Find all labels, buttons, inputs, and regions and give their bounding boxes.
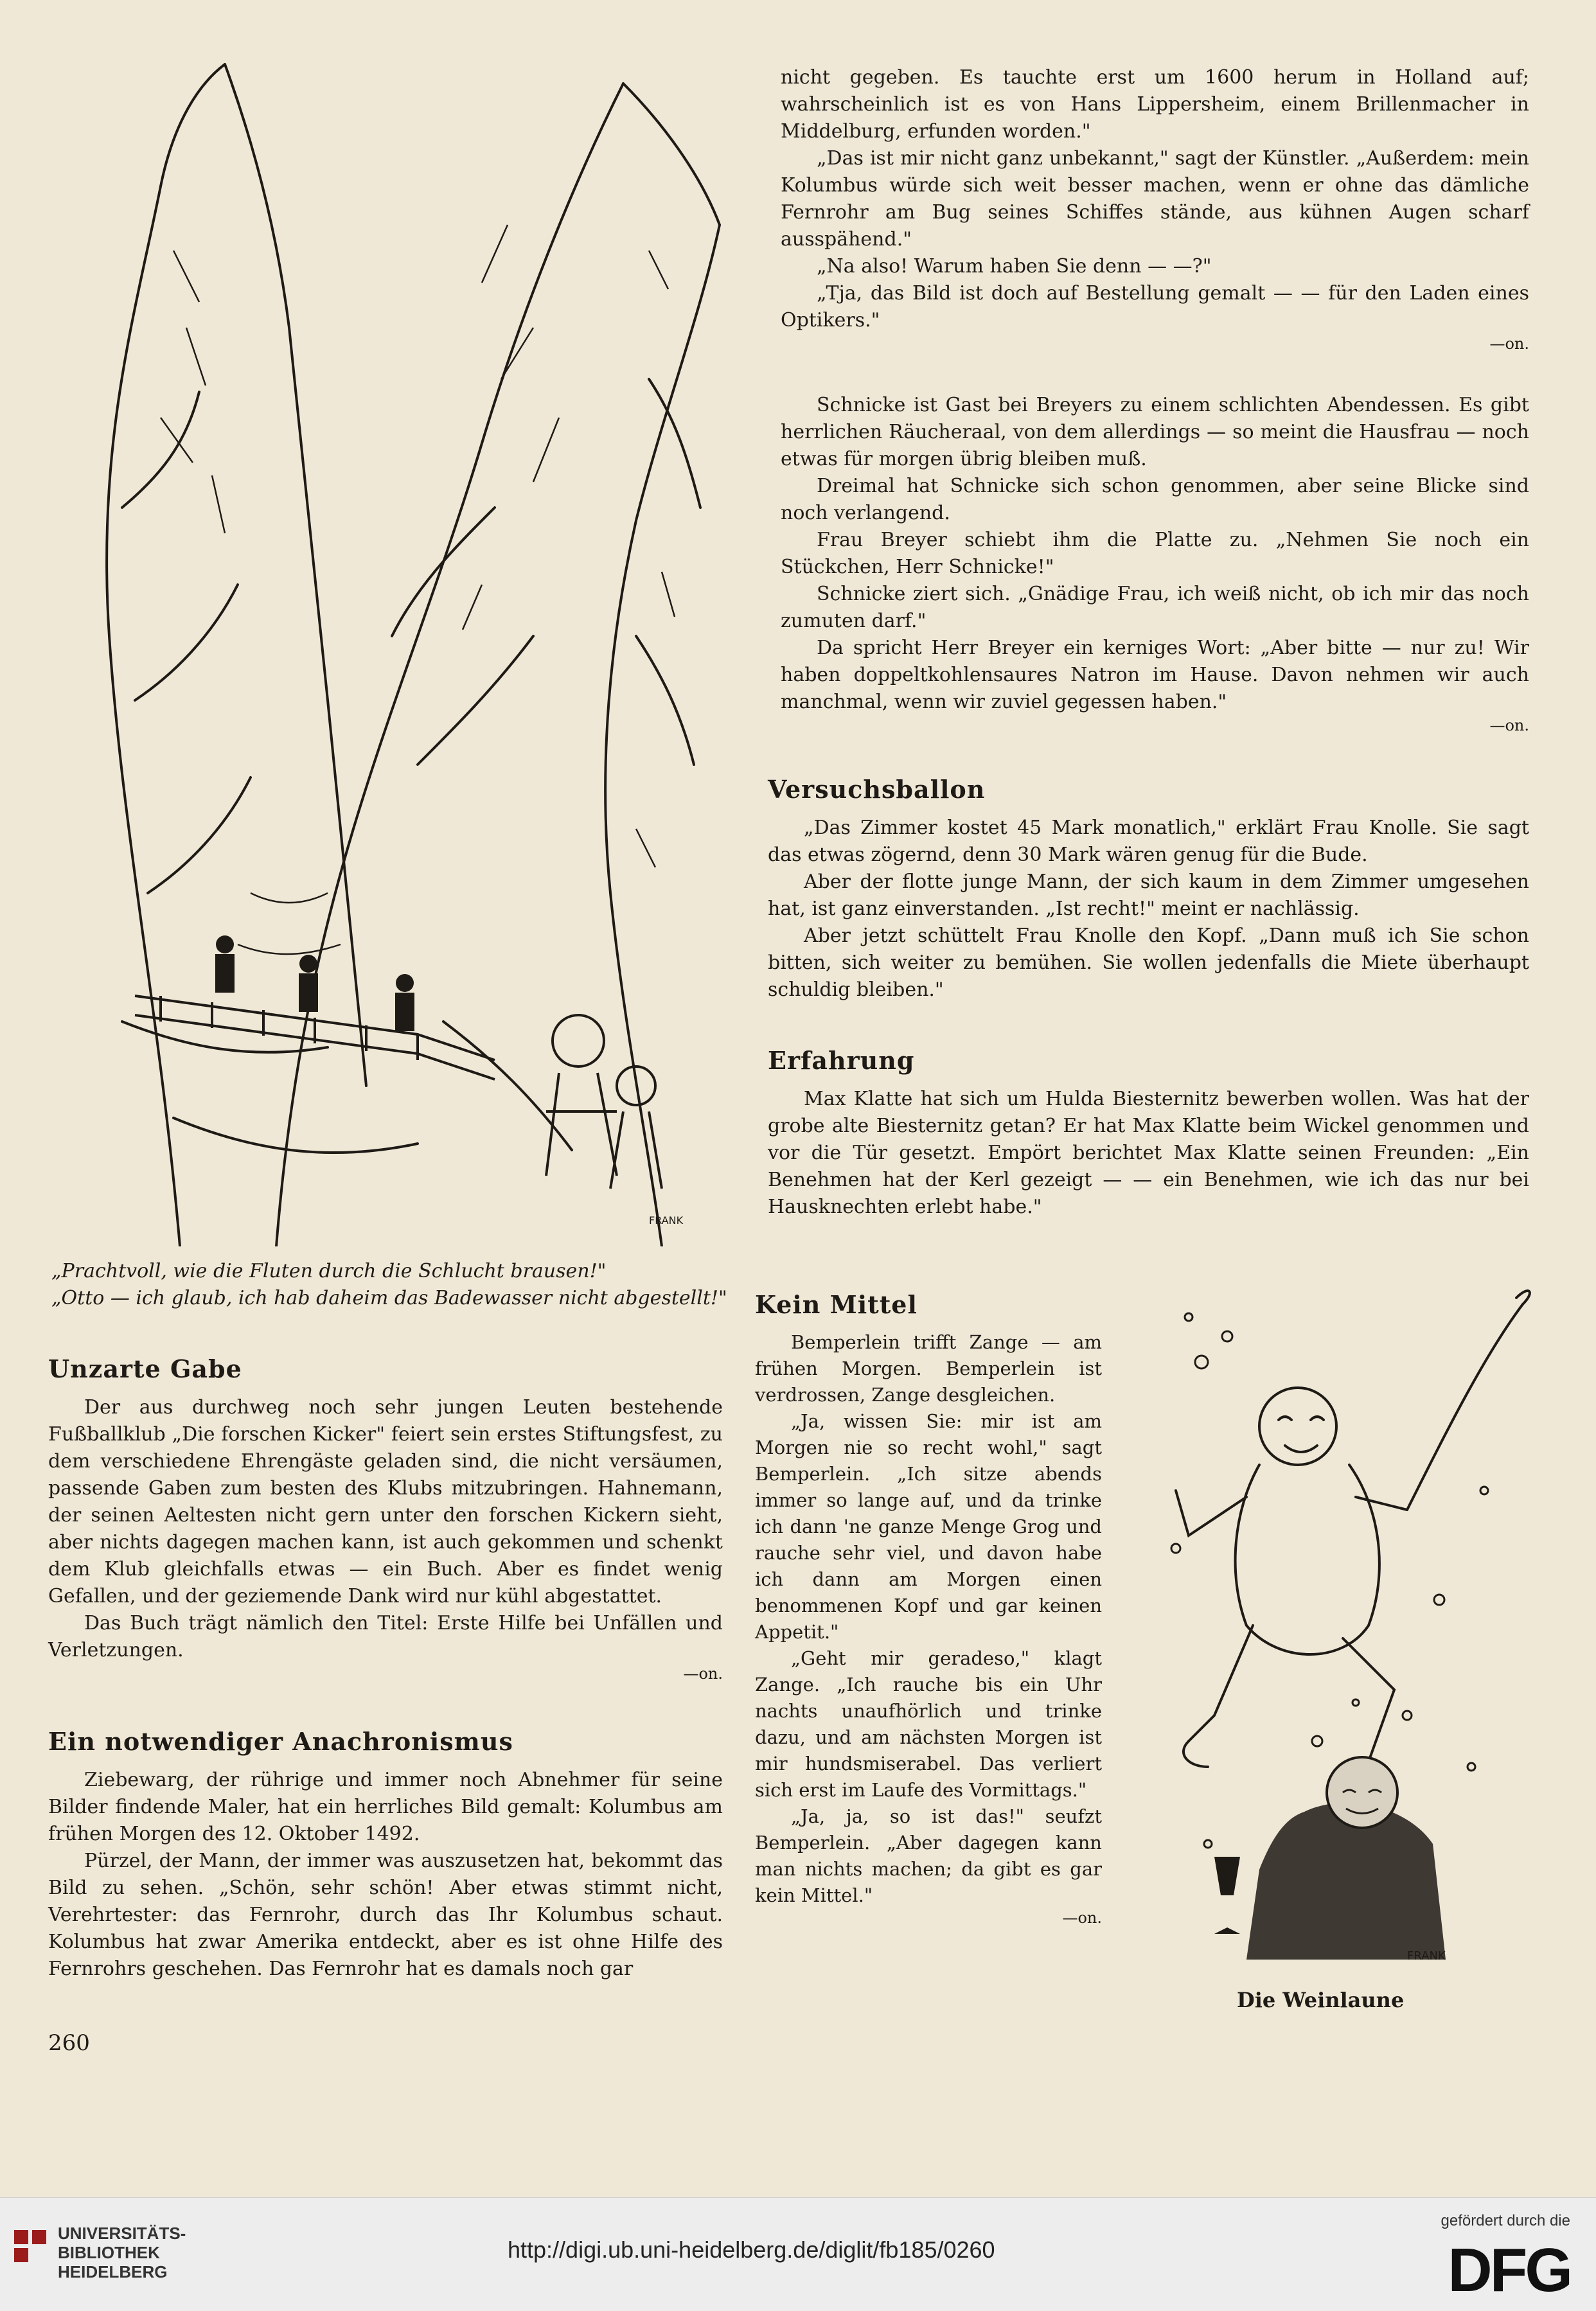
paragraph: Der aus durchweg noch sehr jungen Leuten bestehende Fußballklub „Die forschen Kicker" feiert sein erstes Stiftungsfest, zu dem verschiedene Ehrengäste geladen sind, die nicht versäumen, passende Gaben zum besten des Klubs mitzubringen. Hahnemann, der seinen Aeltesten nicht gern unter den forschen Kickern sieht, aber nichts dagegen machen kann, ist auch gekommen und schenkt dem Klub gleichfalls etwas — ein Buch. Aber es findet wenig Gefallen, und der geziemende Dank wird nur kühl abgestattet. (48, 1396, 723, 1607)
paragraph: Ziebewarg, der rührige und immer noch Abnehmer für seine Bilder findende Maler, hat ein herrliches Bild gemalt: Kolumbus am frühen Morgen des 12. Oktober 1492. (48, 1769, 723, 1845)
versuchsballon-story (768, 776, 1529, 1004)
paragraph: „Ja, wissen Sie: mir ist am Morgen nie so recht wohl," sagt Bemperlein. „Ich sitze abends immer so lange auf, und da trinke ich dann 'ne ganze Menge Grog und rauche sehr viel, und davon habe ich dann am Morgen einen benommenen Kopf und gar keinen Appetit." (755, 1410, 1102, 1643)
anachronismus-story (48, 1728, 723, 1983)
weinlaune-caption: Die Weinlaune (1237, 1988, 1405, 2012)
paragraph: Schnicke ziert sich. „Gnädige Frau, ich weiß nicht, ob ich mir das noch zumuten darf." (781, 583, 1529, 632)
gorge-caption-line2: „Otto — ich glaub, ich hab daheim das Badewasser nicht abgestellt!" (51, 1287, 727, 1309)
source-url-link[interactable]: http://digi.ub.uni-heidelberg.de/diglit/fb185/0260 (508, 2236, 995, 2263)
paragraph: „Das Zimmer kostet 45 Mark monatlich," erklärt Frau Knolle. Sie sagt das etwas zögernd, denn 30 Mark wären genug für die Bude. (768, 817, 1529, 866)
paragraph: Max Klatte hat sich um Hulda Biesternitz bewerben wollen. Was hat der grobe alte Biesternitz getan? Er hat Max Klatte beim Wickel genommen und vor die Tür gesetzt. Empört berichtet Max Klatte seinen Freunden: „Ein Benehmen hat der Kerl gezeigt — — ein Benehmen, wie ich das nur bei Hausknechten erlebt habe." (768, 1088, 1529, 1218)
paragraph: Schnicke ist Gast bei Breyers zu einem schlichten Abendessen. Es gibt herrlichen Räucheraal, von dem allerdings — so meint die Hausfrau — noch etwas für morgen übrig bleiben muß. (781, 394, 1529, 470)
paragraph: „Das ist mir nicht ganz unbekannt," sagt der Künstler. „Außerdem: mein Kolumbus würde sich weit besser machen, wenn er ohne das dämliche Fernrohr am Bug seines Schiffes stände, aus kühnen Augen scharf ausspähend." (781, 147, 1529, 251)
paragraph: nicht gegeben. Es tauchte erst um 1600 herum in Holland auf; wahrscheinlich ist es von Hans Lippersheim, einem Brillenmacher in Middelburg, erfunden worden." (781, 66, 1529, 143)
page-number: 260 (48, 2030, 90, 2056)
paragraph: „Tja, das Bild ist doch auf Bestellung gemalt — — für den Laden eines Optikers." (781, 282, 1529, 332)
gorge-artist-signature: FRANK (649, 1214, 684, 1226)
signature: —on. (1062, 1909, 1102, 1927)
story-title: Unzarte Gabe (48, 1354, 242, 1383)
funded-by-text: gefördert durch die (1441, 2212, 1570, 2229)
paragraph: „Geht mir geradeso," klagt Zange. „Ich rauche bis ein Uhr nachts unaufhörlich und trinke dazu, und am nächsten Morgen ist mir hundsmiserabel. Das verliert sich erst im Laufe des Vormittags." (755, 1647, 1102, 1801)
library-logo-icon (13, 2224, 51, 2275)
library-line: UNIVERSITÄTS- (58, 2224, 186, 2243)
paragraph: Bemperlein trifft Zange — am frühen Morgen. Bemperlein ist verdrossen, Zange desgleichen. (755, 1331, 1102, 1406)
gorge-caption-line1: „Prachtvoll, wie die Fluten durch die Schlucht brausen!" (51, 1260, 607, 1282)
paragraph: Aber der flotte junge Mann, der sich kaum in dem Zimmer umgesehen hat, ist ganz einverstanden. „Ist recht!" meint er nachlässig. (768, 871, 1529, 920)
library-line: HEIDELBERG (58, 2262, 168, 2281)
paragraph: „Na also! Warum haben Sie denn — —?" (817, 255, 1212, 278)
erfahrung-story (768, 1047, 1529, 1221)
gorge-drawing (84, 58, 739, 1246)
paragraph: Da spricht Herr Breyer ein kerniges Wort: „Aber bitte — nur zu! Wir haben doppeltkohlensaures Natron im Hause. Davon nehmen wir auch manchmal, wenn wir zuviel gegessen haben." (781, 637, 1529, 713)
story-title: Kein Mittel (755, 1290, 918, 1319)
weinlaune-illustration (1150, 1279, 1548, 1985)
story-title: Versuchsballon (768, 775, 986, 804)
paragraph: Pürzel, der Mann, der immer was auszusetzen hat, bekommt das Bild zu sehen. „Schön, sehr schön! Aber etwas stimmt nicht, Verehrtester: das Fernrohr, durch das Ihr Kolumbus schaut. Kolumbus hat zwar Amerika entdeckt, aber es ist ohne Hilfe des Fernrohrs geschehen. Das Fernrohr hat es damals noch gar (48, 1850, 723, 1980)
schnicke-story (781, 392, 1529, 739)
right-column-top (781, 64, 1529, 357)
kein-mittel-story (755, 1291, 1102, 1931)
paragraph: „Ja, ja, so ist das!" seufzt Bemperlein. „Aber dagegen kann man nichts machen; da gibt es gar kein Mittel." (755, 1805, 1102, 1906)
gorge-caption (51, 1258, 752, 1312)
paragraph: Dreimal hat Schnicke sich schon genommen, aber seine Blicke sind noch verlangend. (781, 475, 1529, 524)
story-title: Erfahrung (768, 1046, 915, 1075)
library-name (58, 2224, 186, 2281)
dfg-logo: DFG (1448, 2236, 1570, 2305)
weinlaune-drawing (1150, 1279, 1548, 1985)
unzarte-gabe-story (48, 1356, 723, 1687)
signature: —on. (1489, 335, 1529, 353)
signature: —on. (683, 1665, 723, 1683)
weinlaune-artist-signature: FRANK (1407, 1949, 1446, 1963)
library-line: BIBLIOTHEK (58, 2243, 160, 2262)
paragraph: Das Buch trägt nämlich den Titel: Erste Hilfe bei Unfällen und Verletzungen. (48, 1612, 723, 1661)
gorge-illustration (84, 58, 739, 1246)
footer-bar (0, 2197, 1596, 2311)
paragraph: Frau Breyer schiebt ihm die Platte zu. „Nehmen Sie noch ein Stückchen, Herr Schnicke!" (781, 529, 1529, 578)
paragraph: Aber jetzt schüttelt Frau Knolle den Kopf. „Dann muß ich Sie schon bitten, sich weiter zu bemühen. Sie wollen jedenfalls die Miete überhaupt schuldig bleiben." (768, 925, 1529, 1001)
story-title: Ein notwendiger Anachronismus (48, 1727, 513, 1756)
signature: —on. (1489, 716, 1529, 734)
